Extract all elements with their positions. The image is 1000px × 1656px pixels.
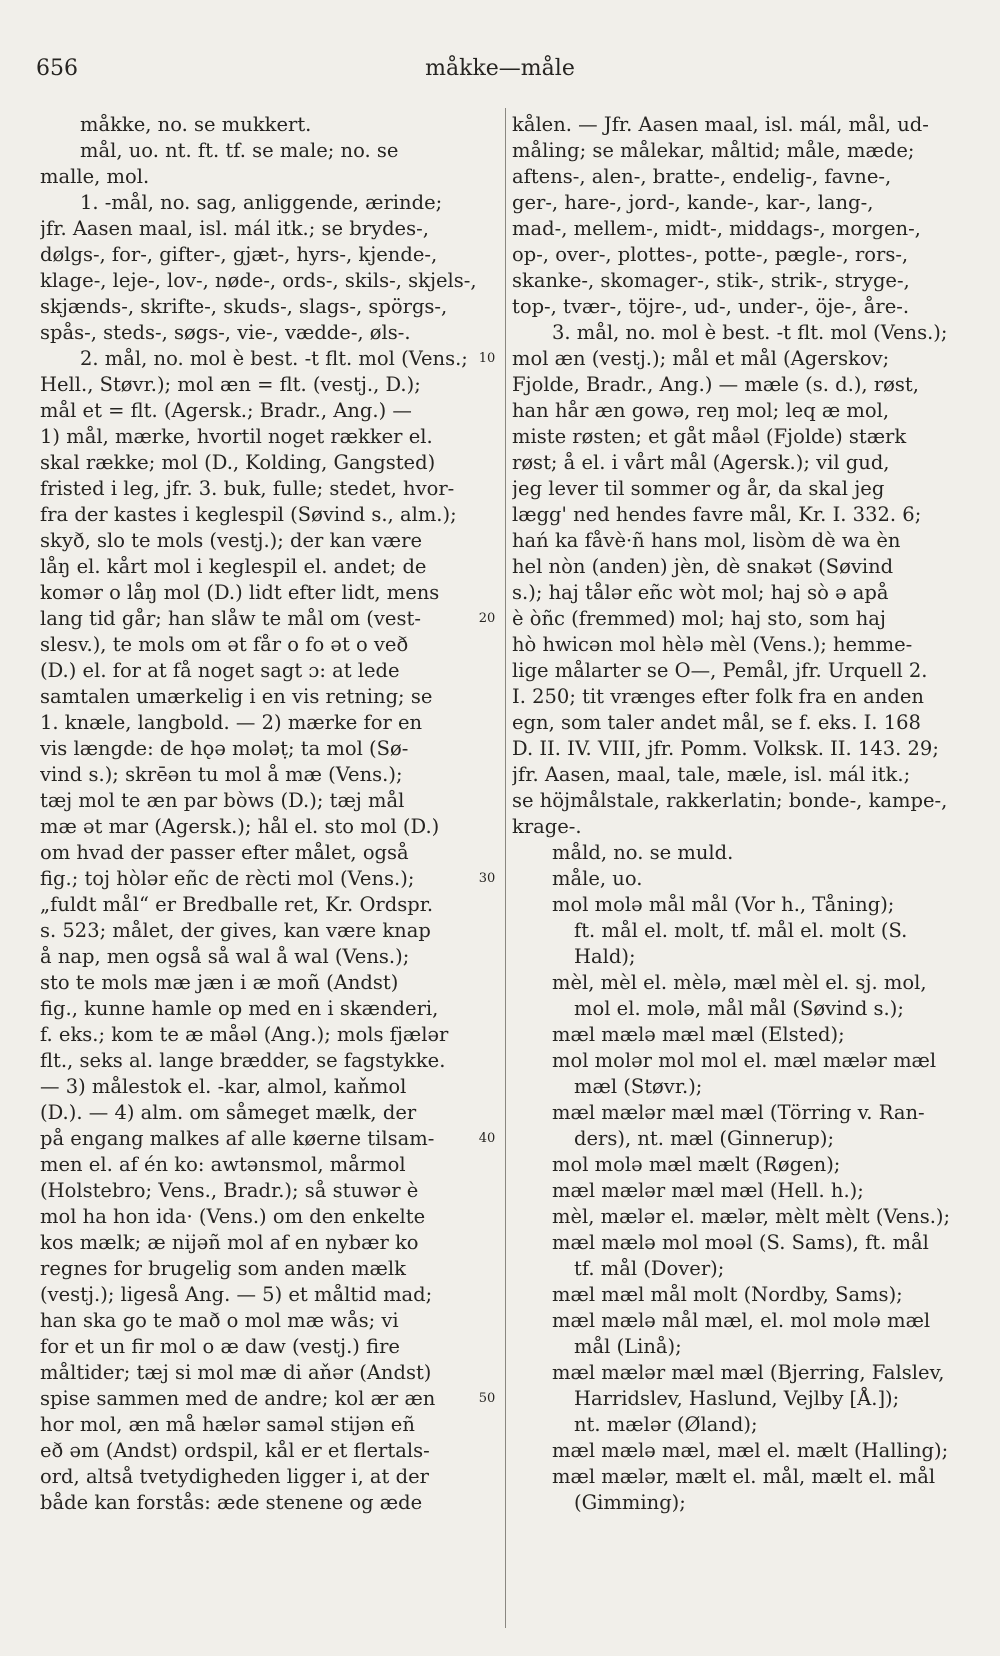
text-line: skal række; mol (D., Kolding, Gangsted)	[40, 451, 436, 474]
text-line: 1. knæle, langbold. — 2) mærke for en	[40, 711, 423, 734]
text-line: lige målarter se O—, Pemål, jfr. Urquell 2.	[512, 659, 928, 682]
text-line: mål, uo. nt. ft. tf. se male; no. se	[80, 139, 399, 162]
text-line: jfr. Aasen, maal, tale, mæle, isl. mál itk.;	[512, 763, 911, 786]
text-line: han ska go te mað o mol mæ wås; vi	[40, 1309, 399, 1332]
text-line: Hald);	[574, 945, 636, 968]
text-line: flt., seks al. lange brædder, se fagstykke.	[40, 1049, 446, 1072]
text-line: klage-, leje-, lov-, nøde-, ords-, skils-, skjels-,	[40, 269, 477, 292]
text-line: dølgs-, for-, gifter-, gjæt-, hyrs-, kjende-,	[40, 243, 438, 266]
text-line: aftens-, alen-, bratte-, endelig-, favne-,	[512, 165, 892, 188]
text-line: måling; se målekar, måltid; måle, mæde;	[512, 139, 915, 162]
text-line: mæ ət mar (Agersk.); hål el. sto mol (D.)	[40, 815, 440, 838]
text-line: komər o låŋ mol (D.) lidt efter lidt, mens	[40, 581, 440, 604]
text-line: fig.; toj hòlər eñc de rècti mol (Vens.);	[40, 867, 415, 890]
text-line: 2. mål, no. mol è best. -t flt. mol (Vens.;	[80, 347, 468, 370]
text-line: mol ha hon ida· (Vens.) om den enkelte	[40, 1205, 426, 1228]
text-line: mæl mælə mål mæl, el. mol molə mæl	[552, 1309, 931, 1332]
text-line: lang tid går; han slåw te mål om (vest-	[40, 607, 421, 630]
text-line: Harridslev, Haslund, Vejlby [Å.]);	[574, 1387, 900, 1410]
page-header	[0, 56, 1000, 90]
text-line: nt. mælər (Øland);	[574, 1413, 758, 1436]
text-line: men el. af én ko: awtənsmol, mårmol	[40, 1153, 406, 1176]
text-line: mæl mælər, mælt el. mål, mælt el. mål	[552, 1465, 936, 1488]
text-line: kos mælk; æ nijəñ mol af en nybær ko	[40, 1231, 419, 1254]
text-line: I. 250; tit vrænges efter folk fra en anden	[512, 685, 924, 708]
text-line: mæl mæl mål molt (Nordby, Sams);	[552, 1283, 903, 1306]
text-line: om hvad der passer efter målet, også	[40, 841, 409, 864]
text-line: — 3) målestok el. -kar, almol, kaňmol	[40, 1075, 407, 1098]
text-line: f. eks.; kom te æ måəl (Ang.); mols fjælər	[40, 1023, 449, 1046]
text-line: vind s.); skrēən tu mol å mæ (Vens.);	[40, 763, 403, 786]
text-line: mæl (Støvr.);	[574, 1075, 703, 1098]
line-number: 30	[478, 871, 496, 886]
text-line: krage-.	[512, 815, 582, 838]
text-line: mål (Linå);	[574, 1335, 682, 1358]
text-line: se höjmålstale, rakkerlatin; bonde-, kampe-,	[512, 789, 948, 812]
text-line: mæl mælə mæl, mæl el. mælt (Halling);	[552, 1439, 949, 1462]
text-line: for et un fir mol o æ daw (vestj.) fire	[40, 1335, 400, 1358]
text-line: eð əm (Andst) ordspil, kål er et flertals-	[40, 1439, 430, 1462]
text-line: mæl mælər mæl mæl (Bjerring, Falslev,	[552, 1361, 945, 1384]
text-line: skjænds-, skrifte-, skuds-, slags-, spörgs-,	[40, 295, 448, 318]
text-line: s. 523; målet, der gives, kan være knap	[40, 919, 431, 942]
text-line: lægg' ned hendes favre mål, Kr. I. 332. 6;	[512, 503, 922, 526]
text-line: fig., kunne hamle op med en i skænderi,	[40, 997, 439, 1020]
text-line: mæl mælə mol moəl (S. Sams), ft. mål	[552, 1231, 929, 1254]
text-line: jeg lever til sommer og år, da skal jeg	[512, 477, 885, 500]
text-line: hò hwicən mol hèlə mèl (Vens.); hemme-	[512, 633, 913, 656]
text-line: (Gimming);	[574, 1491, 686, 1514]
text-line: (D.) el. for at få noget sagt ɔ: at lede	[40, 659, 400, 682]
text-line: egn, som taler andet mål, se f. eks. I. 168	[512, 711, 921, 734]
text-line: låŋ el. kårt mol i keglespil el. andet; de	[40, 555, 427, 578]
text-line: tf. mål (Dover);	[574, 1257, 725, 1280]
text-line: samtalen umærkelig i en vis retning; se	[40, 685, 433, 708]
text-line: røst; å el. i vårt mål (Agersk.); vil gud,	[512, 451, 890, 474]
text-line: skyð, slo te mols (vestj.); der kan være	[40, 529, 422, 552]
text-line: miste røsten; et gåt måəl (Fjolde) stærk	[512, 425, 907, 448]
text-line: jfr. Aasen maal, isl. mál itk.; se brydes-,	[40, 217, 429, 240]
text-line: mæl mælə mæl mæl (Elsted);	[552, 1023, 845, 1046]
text-line: måkke, no. se mukkert.	[80, 113, 312, 136]
text-line: mæl mælər mæl mæl (Hell. h.);	[552, 1179, 864, 1202]
text-line: „fuldt mål“ er Bredballe ret, Kr. Ordspr.	[40, 893, 434, 916]
text-line: på engang malkes af alle køerne tilsam-	[40, 1127, 435, 1150]
text-line: kålen. — Jfr. Aasen maal, isl. mál, mål, ud-	[512, 113, 929, 136]
text-line: D. II. IV. VIII, jfr. Pomm. Volksk. II. 143. 29;	[512, 737, 939, 760]
line-number: 40	[478, 1131, 496, 1146]
text-line: han hår æn gowə, reŋ mol; leq æ mol,	[512, 399, 890, 422]
text-line: slesv.), te mols om ət får o fo ət o veð	[40, 633, 409, 656]
text-line: fra der kastes i keglespil (Søvind s., alm.);	[40, 503, 457, 526]
text-line: skanke-, skomager-, stik-, strik-, stryge-,	[512, 269, 910, 292]
text-line: ger-, hare-, jord-, kande-, kar-, lang-,	[512, 191, 874, 214]
text-line: hel nòn (anden) jèn, dè snakət (Søvind	[512, 555, 894, 578]
text-line: sto te mols mæ jæn i æ moñ (Andst)	[40, 971, 399, 994]
text-line: ft. mål el. molt, tf. mål el. molt (S.	[574, 919, 908, 942]
text-line: mol æn (vestj.); mål et mål (Agerskov;	[512, 347, 890, 370]
text-line: å nap, men også så wal å wal (Vens.);	[40, 945, 410, 968]
text-line: ders), nt. mæl (Ginnerup);	[574, 1127, 835, 1150]
text-line: 1) mål, mærke, hvortil noget rækker el.	[40, 425, 433, 448]
page-number: 656	[36, 56, 78, 81]
text-line: mèl, mælər el. mælər, mèlt mèlt (Vens.);	[552, 1205, 951, 1228]
text-line: top-, tvær-, töjre-, ud-, under-, öje-, åre-.	[512, 295, 910, 318]
text-line: hań ka fåvè·ñ hans mol, lisòm dè wa èn	[512, 529, 901, 552]
text-line: op-, over-, plottes-, potte-, pægle-, rors-,	[512, 243, 909, 266]
text-line: måld, no. se muld.	[552, 841, 734, 864]
text-line: 1. -mål, no. sag, anliggende, ærinde;	[80, 191, 443, 214]
text-line: mol molə mål mål (Vor h., Tåning);	[552, 893, 895, 916]
text-line: (Holstebro; Vens., Bradr.); så stuwər è	[40, 1179, 419, 1202]
line-number: 50	[478, 1391, 496, 1406]
text-line: mèl, mèl el. mèlə, mæl mèl el. sj. mol,	[552, 971, 927, 994]
text-line: mæl mælər mæl mæl (Törring v. Ran-	[552, 1101, 925, 1124]
text-line: malle, mol.	[40, 165, 150, 188]
text-line: ord, altså tvetydigheden ligger i, at der	[40, 1465, 429, 1488]
text-line: måltider; tæj si mol mæ di aňər (Andst)	[40, 1361, 432, 1384]
text-line: spise sammen med de andre; kol ær æn	[40, 1387, 436, 1410]
text-line: 3. mål, no. mol è best. -t flt. mol (Vens.);	[552, 321, 948, 344]
text-line: hor mol, æn må hælər saməl stijən eñ	[40, 1413, 415, 1436]
text-line: Hell., Støvr.); mol æn = flt. (vestj., D.);	[40, 373, 421, 396]
text-line: mol molə mæl mælt (Røgen);	[552, 1153, 841, 1176]
text-line: spås-, steds-, søgs-, vie-, vædde-, øls-.	[40, 321, 411, 344]
right-column	[512, 112, 957, 1516]
running-head: måkke—måle	[425, 56, 575, 81]
text-line: s.); haj tålər eñc wòt mol; haj sò ə apå	[512, 581, 889, 604]
text-line: mol molər mol mol el. mæl mælər mæl	[552, 1049, 937, 1072]
text-line: både kan forstås: æde stenene og æde	[40, 1491, 423, 1514]
text-line: fristed i leg, jfr. 3. buk, fulle; stedet, hvor-	[40, 477, 455, 500]
text-line: mad-, mellem-, midt-, middags-, morgen-,	[512, 217, 921, 240]
text-line: mol el. molə, mål mål (Søvind s.);	[574, 997, 904, 1020]
text-line: (D.). — 4) alm. om såmeget mælk, der	[40, 1101, 417, 1124]
left-column	[40, 112, 500, 1516]
text-line: Fjolde, Bradr., Ang.) — mæle (s. d.), røst,	[512, 373, 919, 396]
text-line: vis længde: de hǫə moləṭ; ta mol (Sø-	[40, 737, 409, 760]
line-number: 10	[478, 351, 496, 366]
text-line: tæj mol te æn par bòws (D.); tæj mål	[40, 789, 405, 812]
text-line: måle, uo.	[552, 867, 643, 890]
text-line: regnes for brugelig som anden mælk	[40, 1257, 406, 1280]
line-number: 20	[478, 611, 496, 626]
text-line: mål et = flt. (Agersk.; Bradr., Ang.) —	[40, 399, 412, 422]
text-line: è òñc (fremmed) mol; haj sto, som haj	[512, 607, 886, 630]
text-line: (vestj.); ligeså Ang. — 5) et måltid mad;	[40, 1283, 433, 1306]
